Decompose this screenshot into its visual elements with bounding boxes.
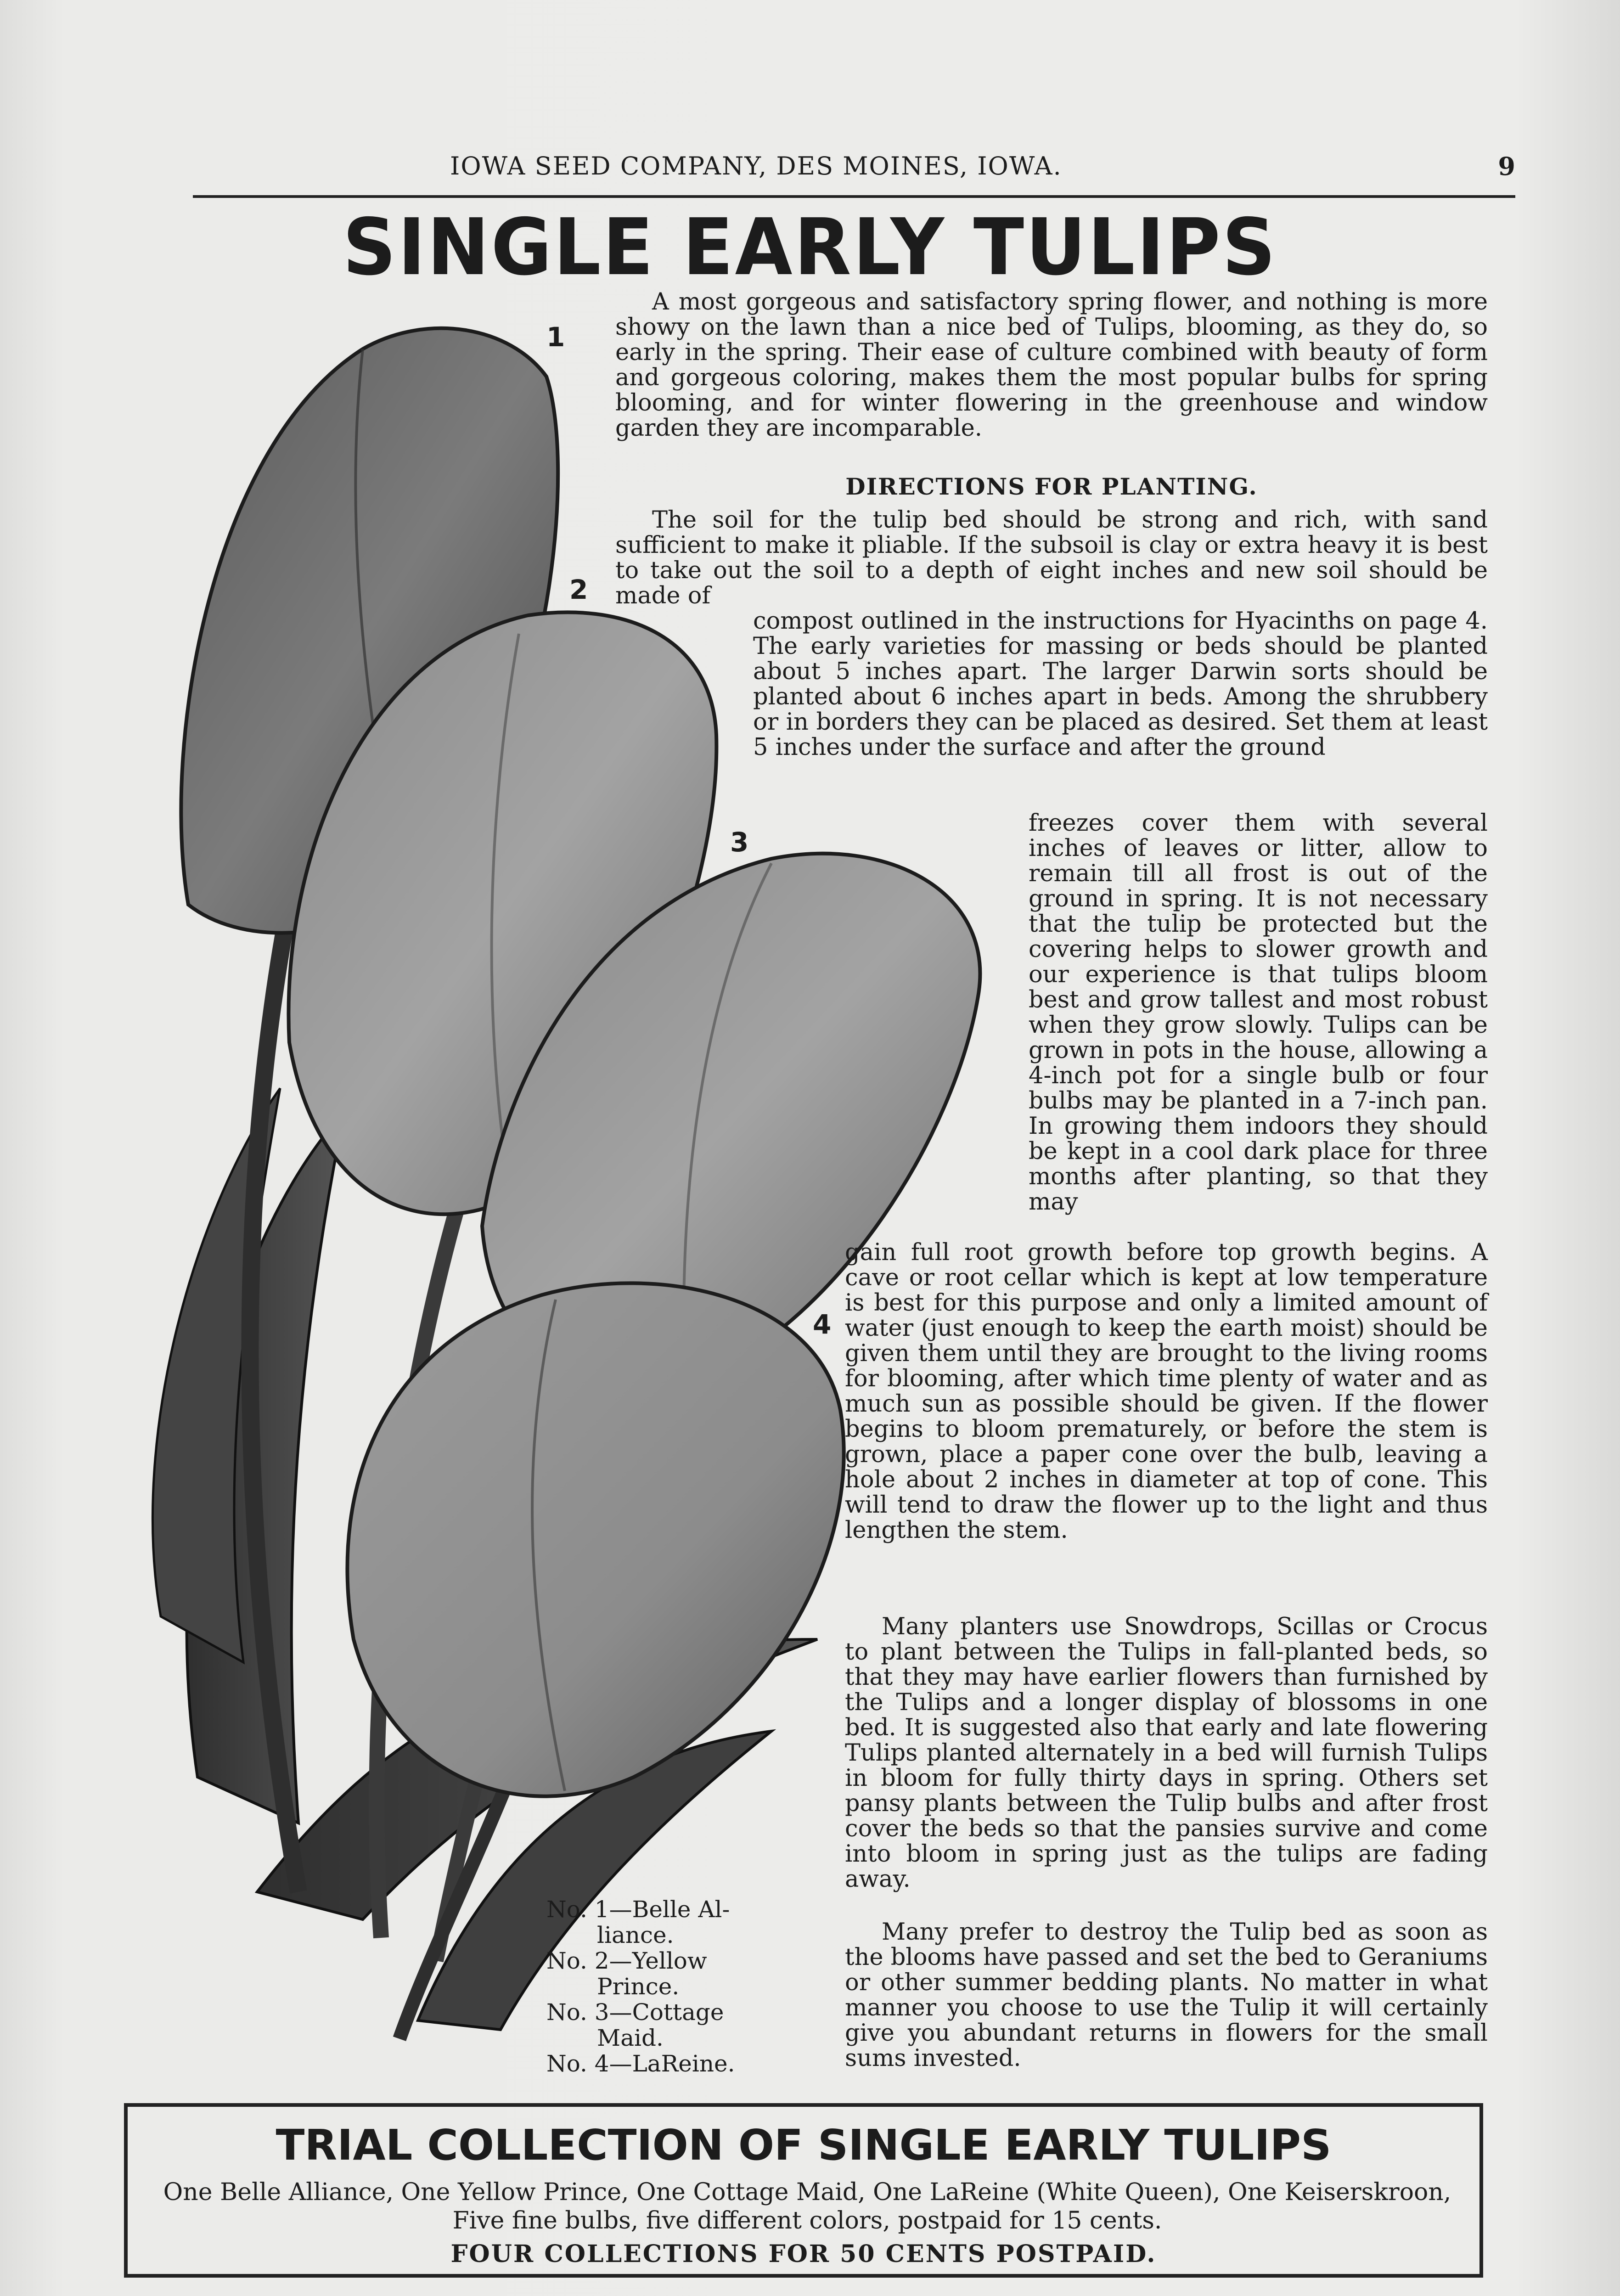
- trial-collection-title: TRIAL COLLECTION OF SINGLE EARLY TULIPS: [276, 2121, 1332, 2170]
- directions-heading: DIRECTIONS FOR PLANTING.: [845, 473, 1258, 500]
- page-header: [193, 152, 1515, 193]
- trial-collection-offer: FOUR COLLECTIONS FOR 50 CENTS POSTPAID.: [450, 2240, 1157, 2268]
- page-title: SINGLE EARLY TULIPS: [343, 202, 1277, 293]
- directions-paragraph-3: freezes cover them with several inches of leaves or litter, allow to remain till all frost is out of the ground in spring. It is not necessary that the tulip be protected but the covering helps to slower growth and our experience is that tulips bloom best and grow tallest and most robust when they grow slowly. Tulips can be grown in pots in the house, allowing a 4-inch pot for a single bulb or four bulbs may be planted in a 7-inch pan. In growing them indoors they should be kept in a cool dark place for three months after planting, so that they may: [1029, 810, 1488, 1216]
- tulip-label-2: 2: [569, 574, 588, 605]
- directions-paragraph-5: Many planters use Snowdrops, Scillas or Crocus to plant between the Tulips in fall-planted beds, so that they may have earlier flowers than furnished by the Tulips and a longer display of blossoms in one bed. It is suggested also that early and late flowering Tulips planted alternately in a bed will furnish Tulips in bloom for fully thirty days in spring. Others set pansy plants between the Tulip bulbs and after frost cover the beds so that the pansies survive and come into bloom in spring just as the tulips are fading away.: [845, 1613, 1488, 1893]
- illustration-caption: [546, 1896, 822, 2077]
- tulip-label-1: 1: [546, 321, 565, 353]
- directions-paragraph-2: compost outlined in the instructions for Hyacinths on page 4. The early varieties for massing or beds should be planted about 5 inches apart. The larger Darwin sorts should be planted about 6 inches apart in beds. Among the shrubbery or in borders they can be placed as desired. Set them at least 5 inches under the surface and after the ground: [753, 608, 1488, 761]
- page-number: 9: [1498, 152, 1515, 181]
- header-title: IOWA SEED COMPANY, DES MOINES, IOWA.: [450, 152, 1062, 180]
- caption-item-4: No. 4—LaReine.: [546, 2050, 735, 2077]
- intro-paragraph: A most gorgeous and satisfactory spring flower, and nothing is more showy on the lawn than a nice bed of Tulips, blooming, as they do, so early in the spring. Their ease of culture combined with beauty of form and gorgeous coloring, makes them the most popular bulbs for spring blooming, and for winter flowering in the greenhouse and window garden they are incomparable.: [615, 288, 1488, 442]
- caption-item-2: No. 2—Yellow Prince.: [546, 1947, 707, 2000]
- header-rule: [193, 195, 1515, 198]
- caption-item-3: No. 3—Cottage Maid.: [546, 1999, 724, 2051]
- trial-collection-description: One Belle Alliance, One Yellow Prince, One Cottage Maid, One LaReine (White Queen), One Keiserskroon, Five fine bulbs, five different colors, postpaid for 15 cents.: [163, 2178, 1451, 2234]
- directions-paragraph-1: The soil for the tulip bed should be strong and rich, with sand sufficient to make it pliable. If the subsoil is clay or extra heavy it is best to take out the soil to a depth of eight inches and new soil should be made of: [615, 506, 1488, 609]
- tulip-label-3: 3: [730, 827, 749, 858]
- directions-paragraph-6: Many prefer to destroy the Tulip bed as soon as the blooms have passed and set the bed to Geraniums or other summer bedding plants. No matter in what manner you choose to use the Tulip it will certainly give you abundant returns in flowers for the small sums invested.: [845, 1919, 1488, 2072]
- trial-collection-box: [124, 2103, 1483, 2278]
- caption-item-1: No. 1—Belle Al- liance.: [546, 1896, 730, 1948]
- directions-paragraph-4: gain full root growth before top growth begins. A cave or root cellar which is kept at low temperature is best for this purpose and only a limited amount of water (just enough to keep the earth moist) should be given them until they are brought to the living rooms for blooming, after which time plenty of water and as much sun as possible should be given. If the flower begins to bloom prematurely, or before the stem is grown, place a paper cone over the bulb, leaving a hole about 2 inches in diameter at top of cone. This will tend to draw the flower up to the light and thus lengthen the stem.: [845, 1239, 1488, 1544]
- tulip-label-4: 4: [813, 1309, 832, 1340]
